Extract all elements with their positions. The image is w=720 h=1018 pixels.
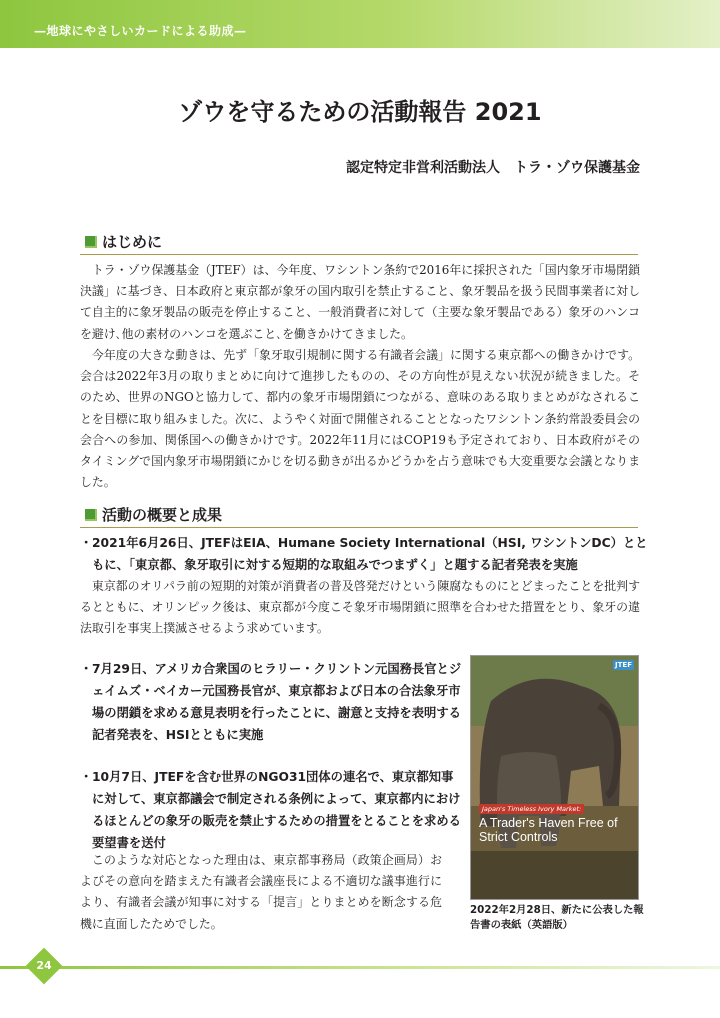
bullet-mark: ・ [80,536,93,550]
page-number: 24 [36,959,52,972]
activity-item-3-body: このような対応となった理由は、東京都事務局（政策企画局）およびその意向を踏まえた有識者会議座長による不適切な議事進行により、有識者会議が知事に対する「提言」とりまとめを断念する危機に直面したためでした。 [80,853,442,931]
activity-item-2-title: ・7月29日、アメリカ合衆国のヒラリー・クリントン元国務長官とジェイムズ・ベイカー元国務長官が、東京都および日本の合法象牙市場の閉鎖を求める意見表明を行ったことに、謝意と支持を表明する記者発表を、HSIとともに実施 [80,658,462,746]
section-heading-intro-label: はじめに [102,233,163,251]
heading-square-icon [85,236,97,248]
section-heading-activities-label: 活動の概要と成果 [102,506,223,524]
organization-name: 認定特定非営利活動法人 トラ・ゾウ保護基金 [346,160,640,176]
bullet-mark: ・ [80,770,93,784]
intro-paragraph-2: 今年度の大きな動きは、先ず「象牙取引規制に関する有識者会議」に関する東京都への働きかけです。会合は2022年3月の取りまとめに向けて進捗したものの、その方向性が見えない状況が続きました。そのため、世界のNGOと協力して、都内の象牙市場閉鎖につながる、意味のある取りまとめがなされることを目標に取り組みました。次に、ようやく対面で開催されることとなったワシントン条約常設委員会の会合への参加、関係国への働きかけです。2022年11月にはCOP19も予定されており、日本政府がそのタイミングで国内象牙市場閉鎖にかじを切る動きが出るかどうかを占う意味でも大変重要な会議となりました。 [80,348,640,490]
footer-rule [0,966,720,969]
intro-paragraph-1: トラ・ゾウ保護基金（JTEF）は、今年度、ワシントン条約で2016年に採択された「国内象牙市場閉鎖決議」に基づき、日本政府と東京都が象牙の国内取引を禁止すること、象牙製品を扱う民間事業者に対して自主的に象牙製品の販売を停止すること、一般消費者に対して（主要な象牙製品である）象牙のハンコを避け､他の素材のハンコを選ぶこと､を働きかけてきました。 [80,263,640,341]
bullet-mark: ・ [80,662,93,676]
report-cover-image [470,655,639,900]
elephant-photo-icon [471,656,639,900]
jtef-logo: JTEF [615,661,632,669]
cover-title: A Trader's Haven Free of Strict Controls [479,816,618,844]
activity-item-1-title: ・2021年6月26日、JTEFはEIA、Humane Society International（HSI, ワシントンDC）とともに、「東京都、象牙取引に対する短期的な取組みでつまずく」と題する記者発表を実施 [80,532,652,576]
heading-square-icon [85,509,97,521]
cover-subtitle: Japan's Timeless Ivory Market: [479,804,584,814]
header-band [0,0,720,48]
figure-caption: 2022年2月28日、新たに公表した報告書の表紙（英語版） [470,904,644,931]
page-title: ゾウを守るための活動報告 2021 [178,98,542,126]
section-heading-intro [80,232,638,255]
activity-item-1-body: 東京都のオリパラ前の短期的対策が消費者の普及啓発だけという陳腐なものにとどまったことを批判するとともに、オリンピック後は、東京都が今度こそ象牙市場閉鎖に照準を合わせた措置をとり、象牙の違法取引を事実上撲滅させるよう求めています。 [80,579,640,636]
section-heading-activities [80,505,638,528]
section-label: —地球にやさしいカードによる助成— [34,24,247,38]
activity-item-3-title: ・10月7日、JTEFを含む世界のNGO31団体の連名で、東京都知事に対して、東京都議会で制定される条例によって、東京都内におけるほとんどの象牙の販売を禁止するための措置をとることを求める要望書を送付 [80,766,462,854]
